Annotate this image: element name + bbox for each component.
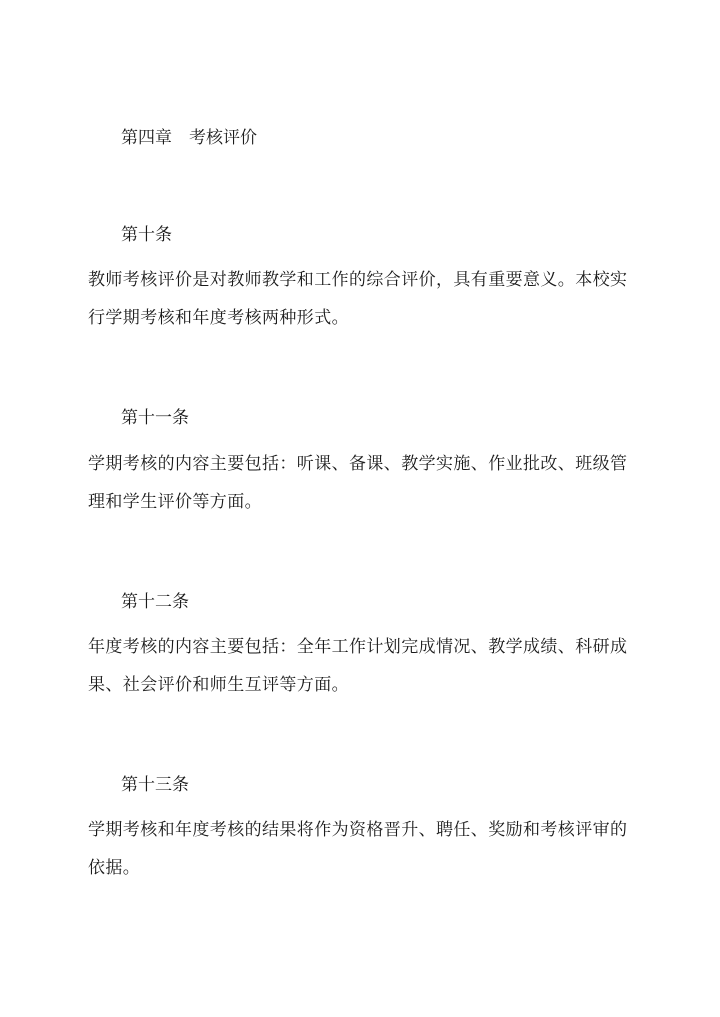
article-12-text: 年度考核的内容主要包括：全年工作计划完成情况、教学成绩、科研成果、社会评价和师生互评等方面。 <box>88 637 628 695</box>
article-11-heading: 第十一条 <box>121 408 189 428</box>
article-10-text: 教师考核评价是对教师教学和工作的综合评价，具有重要意义。本校实行学期考核和年度考核两种形式。 <box>88 270 628 328</box>
article-12-heading: 第十二条 <box>121 592 189 612</box>
article-11-text: 学期考核的内容主要包括：听课、备课、教学实施、作业批改、班级管理和学生评价等方面。 <box>88 454 628 512</box>
chapter-title: 第四章 考核评价 <box>121 128 257 148</box>
article-13-heading: 第十三条 <box>121 775 189 795</box>
article-13-text: 学期考核和年度考核的结果将作为资格晋升、聘任、奖励和考核评审的依据。 <box>88 820 628 878</box>
article-10-heading: 第十条 <box>121 225 172 245</box>
